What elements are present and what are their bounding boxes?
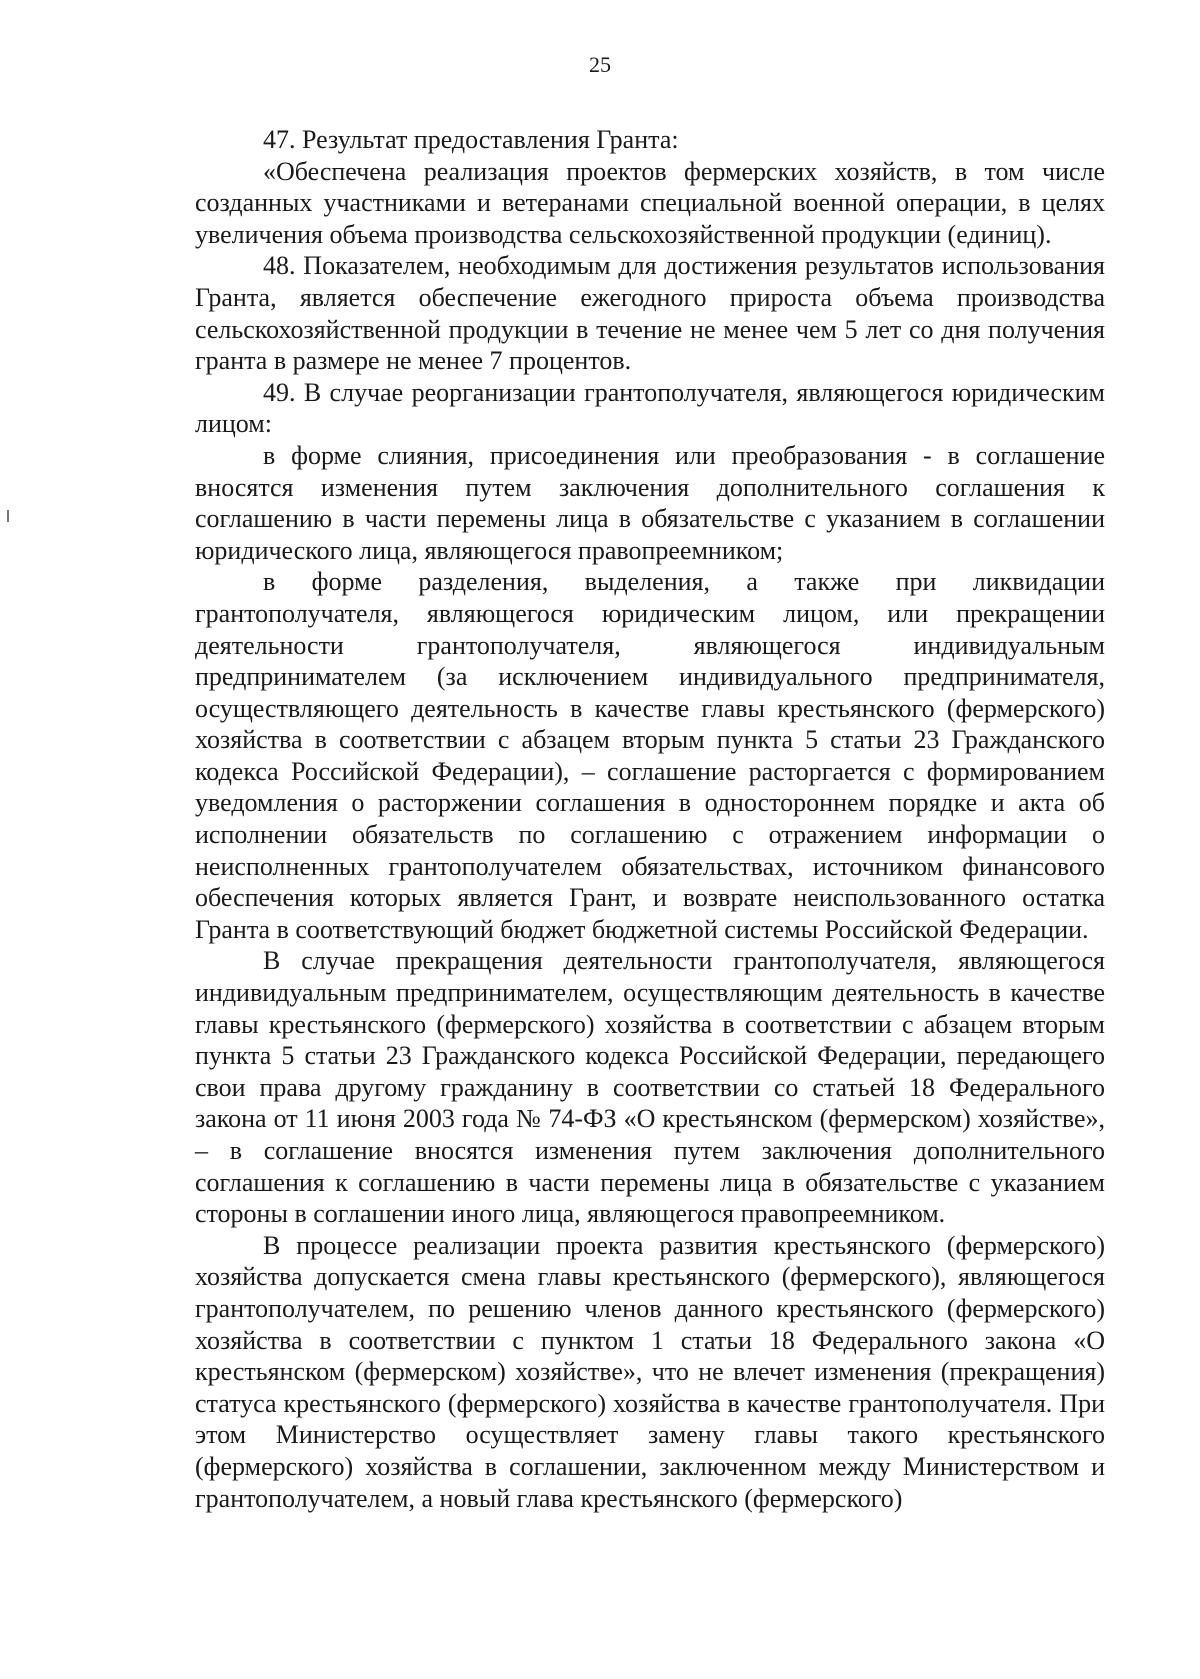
paragraph-merger: в форме слияния, присоединения или преобразования - в соглашение вносятся изменения путем заключения дополнительного соглашения к соглашению в части перемены лица в обязательстве с указанием в соглашении юридического лица, являющегося правопреемником; xyxy=(195,440,1105,565)
paragraph-47-heading: 47. Результат предоставления Гранта: xyxy=(263,125,679,154)
paragraph-49: 49. В случае реорганизации грантополучателя, являющегося юридическим лицом: xyxy=(195,377,1105,439)
paragraph-47-result: «Обеспечена реализация проектов фермерских хозяйств, в том числе созданных участниками и ветеранами специальной военной операции, в целях увеличения объема производства сельскохозяйственной продукции (единиц). xyxy=(195,156,1105,249)
paragraph-termination: В случае прекращения деятельности грантополучателя, являющегося индивидуальным предпринимателем, осуществляющим деятельность в качестве главы крестьянского (фермерского) хозяйства в соответствии с абзацем вторым пункта 5 статьи 23 Гражданского кодекса Российской Федерации, передающего свои права другому гражданину в соответствии со статьей 18 Федерального закона от 11 июня 2003 года № 74-ФЗ «О крестьянском (фермерском) хозяйстве», – в соглашение вносятся изменения путем заключения дополнительного соглашения к соглашению в части перемены лица в обязательстве с указанием стороны в соглашении иного лица, являющегося правопреемником. xyxy=(195,946,1105,1229)
paragraph-division: в форме разделения, выделения, а также при ликвидации грантополучателя, являющегося юридическим лицом, или прекращении деятельности грантополучателя, являющегося индивидуальным предпринимателем (за исключением индивидуального предпринимателя, осуществляющего деятельность в качестве главы крестьянского (фермерского) хозяйства в соответствии с абзацем вторым пункта 5 статьи 23 Гражданского кодекса Российской Федерации), – соглашение расторгается с формированием уведомления о расторжении соглашения в одностороннем порядке и акта об исполнении обязательств по соглашению с отражением информации о неисполненных грантополучателем обязательствах, источником финансового обеспечения которых является Грант, и возврате неиспользованного остатка Гранта в соответствующий бюджет бюджетной системы Российской Федерации. xyxy=(195,567,1105,944)
page-number: 25 xyxy=(589,52,611,77)
paragraph-head-change: В процессе реализации проекта развития крестьянского (фермерского) хозяйства допускается смена главы крестьянского (фермерского), являющегося грантополучателем, по решению членов данного крестьянского (фермерского) хозяйства в соответствии с пунктом 1 статьи 18 Федерального закона «О крестьянском (фермерском) хозяйстве», что не влечет изменения (прекращения) статуса крестьянского (фермерского) хозяйства в качестве грантополучателя. При этом Министерство осуществляет замену главы такого крестьянского (фермерского) хозяйства в соглашении, заключенном между Министерством и грантополучателем, а новый глава крестьянского (фермерского) xyxy=(195,1230,1105,1513)
paragraph-48: 48. Показателем, необходимым для достижения результатов использования Гранта, является обеспечение ежегодного прироста объема производства сельскохозяйственной продукции в течение не менее чем 5 лет со дня получения гранта в размере не менее 7 процентов. xyxy=(195,251,1105,376)
document-body xyxy=(195,124,1105,1514)
margin-mark xyxy=(7,510,9,522)
